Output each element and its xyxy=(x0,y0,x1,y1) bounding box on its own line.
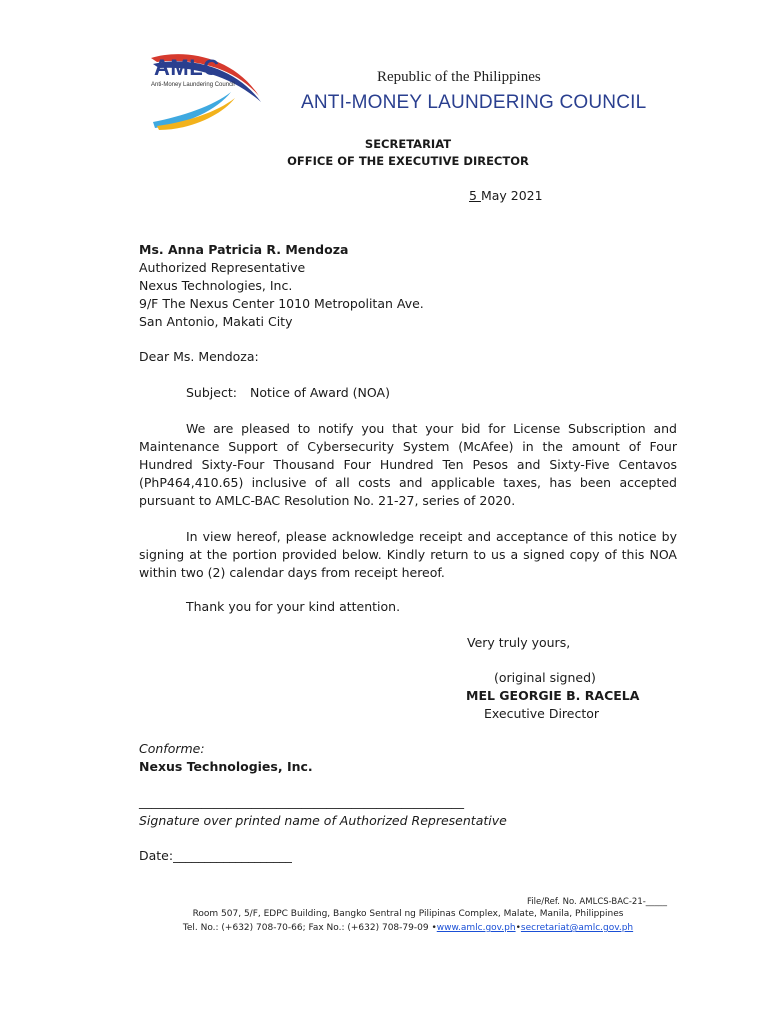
recipient-name: Ms. Anna Patricia R. Mendoza xyxy=(139,242,349,257)
signature-line: ____________________________________________________ xyxy=(139,794,464,809)
conforme-company: Nexus Technologies, Inc. xyxy=(139,759,313,774)
recipient-company: Nexus Technologies, Inc. xyxy=(139,278,293,293)
paragraph-award: We are pleased to notify you that your bid for License Subscription and Maintenance Support of Cybersecurity System (McAfee) in the amount of Four Hundred Sixty-Four Thousand Four Hundred Ten Pesos and Sixty-Five Centavos (PhP464,410.65) inclusive of all costs and applicable taxes, has been accepted pursuant to AMLC-BAC Resolution No. 21-27, series of 2020. xyxy=(139,421,677,508)
subject-text: Notice of Award (NOA) xyxy=(250,385,390,400)
secretariat-heading: SECRETARIAT xyxy=(364,137,452,151)
file-ref-number: File/Ref. No. AMLCS-BAC-21-_____ xyxy=(527,897,668,907)
footer-address: Room 507, 5/F, EDPC Building, Bangko Sentral ng Pilipinas Complex, Malate, Manila, Philippines xyxy=(192,909,624,919)
recipient-title: Authorized Representative xyxy=(139,260,306,275)
letter-date xyxy=(469,188,543,203)
logo-abbr: AMLC xyxy=(154,55,220,80)
republic-heading: Republic of the Philippines xyxy=(377,69,541,85)
logo-fullname: Anti-Money Laundering Council xyxy=(151,82,235,88)
thanks-line: Thank you for your kind attention. xyxy=(186,599,401,614)
signatory-name: MEL GEORGIE B. RACELA xyxy=(466,688,640,703)
council-heading: ANTI-MONEY LAUNDERING COUNCIL xyxy=(301,92,647,113)
recipient-address-1: 9/F The Nexus Center 1010 Metropolitan Ave. xyxy=(139,296,424,311)
office-heading: OFFICE OF THE EXECUTIVE DIRECTOR xyxy=(287,154,529,168)
signature-caption: Signature over printed name of Authorized Representative xyxy=(139,813,507,828)
paragraph-acknowledge: In view hereof, please acknowledge receipt and acceptance of this notice by signing at the portion provided below. Kindly return to us a signed copy of this NOA within two (2) calendar days from receipt hereof. xyxy=(139,529,677,580)
signatory-position: Executive Director xyxy=(484,706,600,721)
footer-phone-fax: Tel. No.: (+632) 708-70-66; Fax No.: (+632) 708-79-09 xyxy=(182,923,432,933)
salutation: Dear Ms. Mendoza: xyxy=(139,349,259,364)
subject-label: Subject: xyxy=(186,385,237,400)
footer-contact-line: Tel. No.: (+632) 708-70-66; Fax No.: (+632) 708-79-09 •www.amlc.gov.ph•secretariat@amlc.gov.ph xyxy=(182,923,634,933)
date-field: Date:___________________ xyxy=(139,848,292,863)
footer-website-link[interactable]: www.amlc.gov.ph xyxy=(436,923,516,933)
footer-email-link[interactable]: secretariat@amlc.gov.ph xyxy=(520,923,634,933)
original-signed-note: (original signed) xyxy=(494,670,596,685)
valediction: Very truly yours, xyxy=(467,635,571,650)
amlc-logo xyxy=(143,52,265,130)
conforme-label: Conforme: xyxy=(139,741,205,756)
recipient-address-2: San Antonio, Makati City xyxy=(139,314,293,329)
date-rest: May 2021 xyxy=(480,188,543,203)
date-day: 5 xyxy=(469,188,481,203)
